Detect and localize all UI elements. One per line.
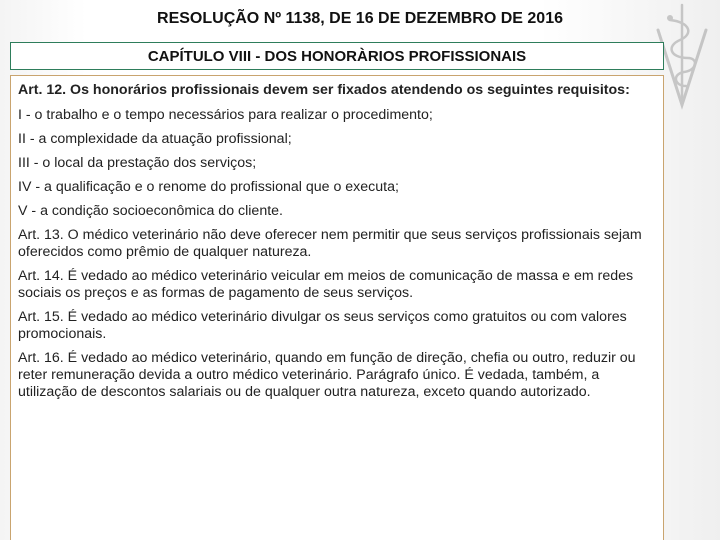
article-16: Art. 16. É vedado ao médico veterinário, quando em função de direção, chefia ou outro, reduzir ou reter remuneração devida a outro médico veterinário. Parágrafo único. É vedada, também, a utilização de descontos salariais ou de qualquer outra natureza, exceto quando autorizado. (18, 350, 636, 400)
article-14: Art. 14. É vedado ao médico veterinário veicular em meios de comunicação de massa e em redes sociais os preços e as formas de pagamento de seus serviços. (18, 268, 634, 301)
article-15: Art. 15. É vedado ao médico veterinário divulgar os seus serviços como gratuitos ou com valores promocionais. (18, 309, 627, 342)
requirement-item-v: V - a condição socioeconômica do cliente. (18, 203, 283, 219)
articles-content (10, 75, 664, 540)
requirement-item-iv: IV - a qualificação e o renome do profissional que o executa; (18, 179, 399, 195)
requirement-item-i: I - o trabalho e o tempo necessários para realizar o procedimento; (18, 107, 433, 123)
requirement-item-ii: II - a complexidade da atuação profissional; (18, 131, 292, 147)
article-12-intro: Art. 12. Os honorários profissionais devem ser fixados atendendo os seguintes requisitos: (18, 82, 630, 98)
requirement-item-iii: III - o local da prestação dos serviços; (18, 155, 257, 171)
resolution-title: RESOLUÇÃO Nº 1138, DE 16 DE DEZEMBRO DE 2016 (157, 10, 563, 27)
article-13: Art. 13. O médico veterinário não deve oferecer nem permitir que seus serviços profissionais sejam oferecidos como prêmio de qualquer natureza. (18, 227, 642, 260)
chapter-heading: CAPÍTULO VIII - DOS HONORÀRIOS PROFISSIONAIS (10, 42, 664, 70)
